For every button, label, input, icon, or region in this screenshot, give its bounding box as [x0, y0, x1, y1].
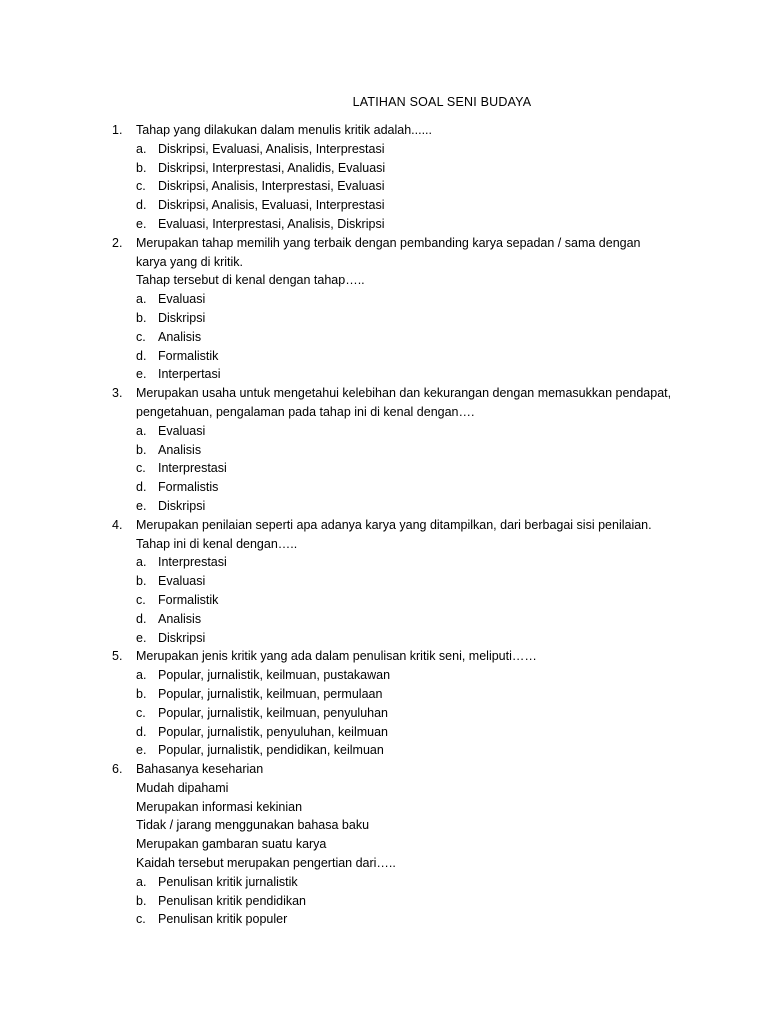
option-text: Diskripsi, Evaluasi, Analisis, Interprestasi: [158, 141, 385, 156]
answer-option: [136, 196, 671, 215]
answer-option: [136, 365, 671, 384]
answer-option: [136, 459, 671, 478]
answer-option: [136, 215, 671, 234]
answer-option: [136, 685, 671, 704]
answer-option: [136, 328, 671, 347]
option-letter: c.: [136, 461, 146, 476]
question-number: 4.: [112, 517, 123, 532]
option-text: Interprestasi: [158, 461, 227, 476]
option-letter: e.: [136, 367, 147, 382]
answer-option: [136, 892, 671, 911]
option-text: Evaluasi, Interprestasi, Analisis, Diskripsi: [158, 216, 385, 231]
option-letter: c.: [136, 329, 146, 344]
option-text: Popular, jurnalistik, penyuluhan, keilmuan: [158, 724, 388, 739]
page-title: LATIHAN SOAL SENI BUDAYA: [352, 95, 532, 109]
option-text: Popular, jurnalistik, keilmuan, permulaan: [158, 686, 383, 701]
answer-option: [136, 910, 671, 929]
answer-option: [136, 140, 671, 159]
option-letter: e.: [136, 743, 147, 758]
option-text: Interpertasi: [158, 367, 221, 382]
option-text: Analisis: [158, 611, 202, 626]
answer-option: [136, 422, 671, 441]
question-text: Merupakan tahap memilih yang terbaik dengan pembanding karya sepadan / sama dengan: [136, 235, 641, 250]
option-letter: d.: [136, 348, 147, 363]
question-number: 1.: [112, 123, 123, 137]
question-6: [0, 760, 671, 929]
question-text: Mudah dipahami: [136, 780, 229, 795]
question-2: [0, 234, 671, 384]
option-letter: a.: [136, 668, 147, 683]
question-list: [0, 121, 671, 929]
answer-option: [136, 610, 671, 629]
option-text: Diskripsi: [158, 630, 206, 645]
question-text: Tahap ini di kenal dengan…..: [136, 536, 298, 551]
option-letter: d.: [136, 611, 147, 626]
option-letter: e.: [136, 630, 147, 645]
answer-option: [136, 478, 671, 497]
option-text: Evaluasi: [158, 423, 206, 438]
option-letter: d.: [136, 480, 147, 495]
option-text: Formalistik: [158, 592, 219, 607]
answer-option: [136, 741, 671, 760]
option-text: Interprestasi: [158, 555, 227, 570]
question-text: Merupakan usaha untuk mengetahui kelebihan dan kekurangan dengan memasukkan pendapat,: [136, 386, 672, 401]
option-letter: c.: [136, 705, 146, 720]
option-letter: e.: [136, 216, 147, 231]
option-text: Evaluasi: [158, 292, 206, 307]
answer-option: [136, 591, 671, 610]
option-letter: e.: [136, 498, 147, 513]
answer-option: [136, 309, 671, 328]
option-letter: a.: [136, 292, 147, 307]
question-5: [0, 647, 671, 760]
question-text: Merupakan penilaian seperti apa adanya karya yang ditampilkan, dari berbagai sisi penilaian.: [136, 517, 652, 532]
answer-option: [136, 497, 671, 516]
answer-option: [136, 629, 671, 648]
question-text: Merupakan jenis kritik yang ada dalam penulisan kritik seni, meliputi……: [136, 649, 537, 664]
question-4: [0, 516, 671, 648]
answer-option: [136, 159, 671, 178]
answer-option: [136, 290, 671, 309]
question-number: 3.: [112, 386, 123, 401]
question-text: Merupakan gambaran suatu karya: [136, 837, 327, 852]
option-letter: c.: [136, 912, 146, 927]
question-text: Bahasanya keseharian: [136, 762, 264, 777]
option-text: Analisis: [158, 442, 202, 457]
option-letter: b.: [136, 686, 147, 701]
option-text: Penulisan kritik pendidikan: [158, 893, 307, 908]
option-text: Diskripsi, Analisis, Interprestasi, Evaluasi: [158, 179, 385, 194]
option-text: Evaluasi: [158, 574, 206, 589]
option-letter: b.: [136, 574, 147, 589]
answer-option: [136, 441, 671, 460]
option-text: Diskripsi, Interprestasi, Analidis, Evaluasi: [158, 160, 386, 175]
answer-option: [136, 723, 671, 742]
question-number: 2.: [112, 235, 123, 250]
option-text: Analisis: [158, 329, 202, 344]
question-text: Merupakan informasi kekinian: [136, 799, 303, 814]
option-letter: b.: [136, 442, 147, 457]
option-text: Penulisan kritik jurnalistik: [158, 874, 298, 889]
option-letter: c.: [136, 592, 146, 607]
question-text: pengetahuan, pengalaman pada tahap ini di kenal dengan….: [136, 404, 475, 419]
option-text: Popular, jurnalistik, pendidikan, keilmuan: [158, 743, 384, 758]
question-3: [0, 384, 671, 516]
option-letter: a.: [136, 141, 147, 156]
option-text: Formalistik: [158, 348, 219, 363]
option-letter: b.: [136, 160, 147, 175]
question-number: 5.: [112, 649, 123, 664]
answer-option: [136, 704, 671, 723]
option-letter: d.: [136, 724, 147, 739]
answer-option: [136, 666, 671, 685]
option-letter: a.: [136, 423, 147, 438]
option-letter: c.: [136, 179, 146, 194]
option-text: Diskripsi, Analisis, Evaluasi, Interprestasi: [158, 198, 385, 213]
question-text: Tidak / jarang menggunakan bahasa baku: [136, 818, 370, 833]
option-text: Popular, jurnalistik, keilmuan, pustakawan: [158, 668, 391, 683]
option-text: Diskripsi: [158, 498, 206, 513]
answer-option: [136, 572, 671, 591]
option-text: Penulisan kritik populer: [158, 912, 288, 927]
option-text: Formalistis: [158, 480, 219, 495]
option-letter: d.: [136, 198, 147, 213]
option-letter: a.: [136, 555, 147, 570]
question-text: karya yang di kritik.: [136, 254, 243, 269]
option-letter: a.: [136, 874, 147, 889]
answer-option: [136, 873, 671, 892]
option-text: Popular, jurnalistik, keilmuan, penyuluhan: [158, 705, 388, 720]
answer-option: [136, 177, 671, 196]
question-1: [0, 121, 671, 234]
answer-option: [136, 553, 671, 572]
option-text: Diskripsi: [158, 310, 206, 325]
option-letter: b.: [136, 893, 147, 908]
option-letter: b.: [136, 310, 147, 325]
question-text: Tahap tersebut di kenal dengan tahap…..: [136, 273, 365, 288]
question-text: Tahap yang dilakukan dalam menulis kritik adalah......: [136, 123, 432, 137]
question-text: Kaidah tersebut merupakan pengertian dari…..: [136, 856, 396, 871]
answer-option: [136, 347, 671, 366]
question-number: 6.: [112, 762, 123, 777]
